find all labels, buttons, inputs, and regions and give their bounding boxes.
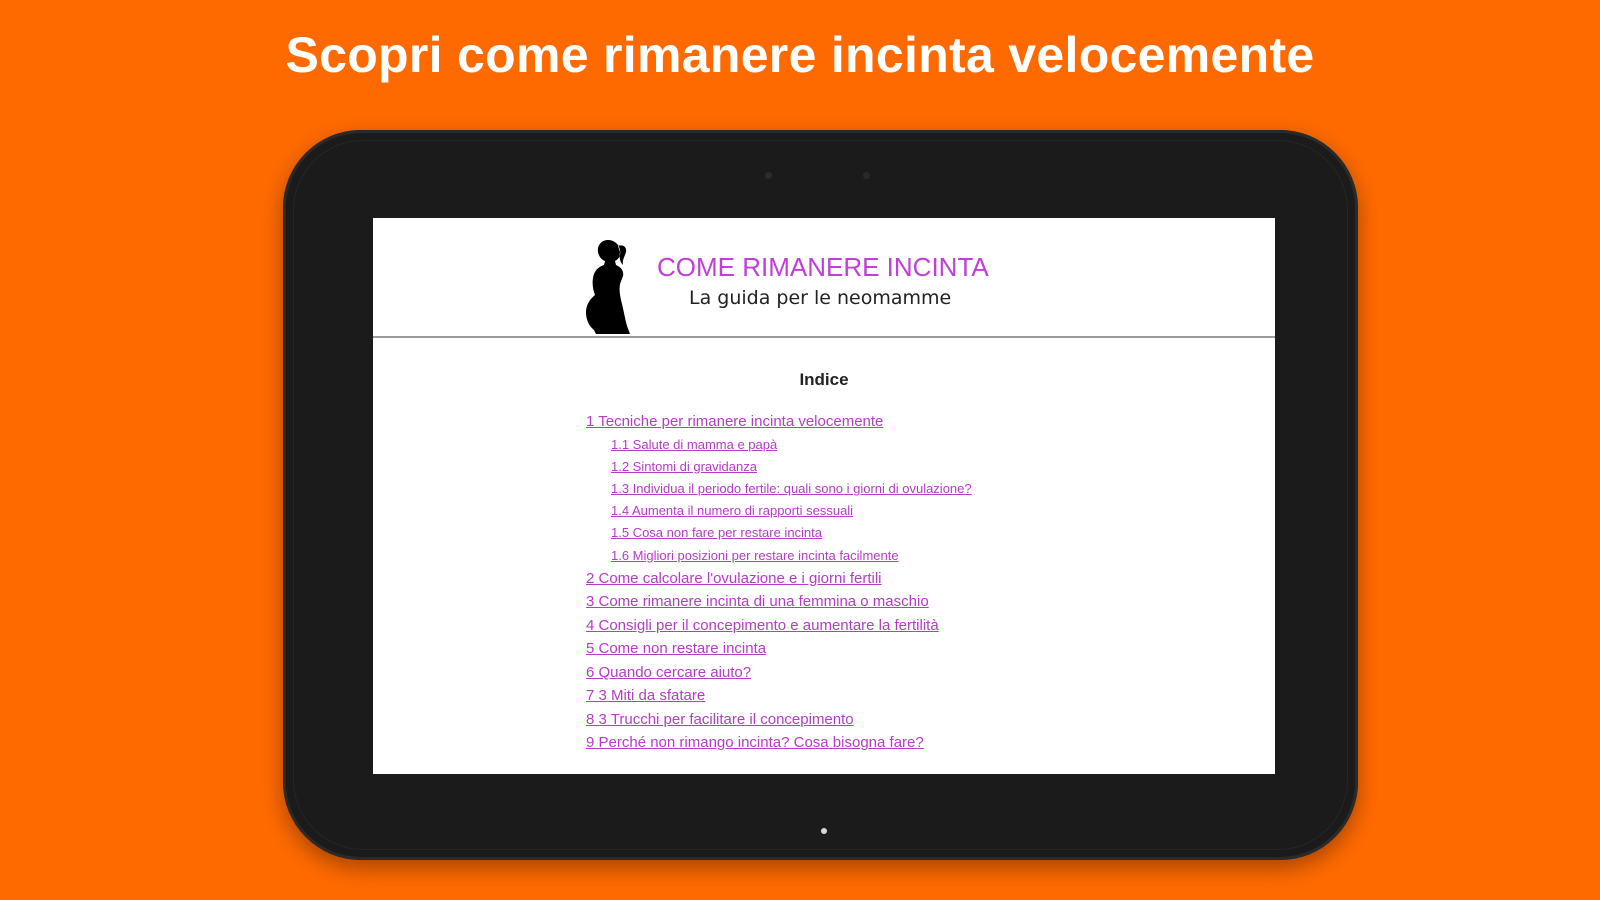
toc-item [586,614,972,638]
toc-link[interactable]: 8 3 Trucchi per facilitare il concepimento [586,710,854,728]
toc-item [586,708,972,732]
app-screen [373,218,1275,774]
toc-link[interactable]: 7 3 Miti da sfatare [586,687,706,705]
front-camera-icon [863,172,870,179]
toc-link[interactable]: 5 Come non restare incinta [586,640,767,658]
home-indicator-icon[interactable] [821,828,827,834]
table-of-contents [586,410,972,755]
toc-item [586,456,972,478]
toc-link[interactable]: 1.4 Aumenta il numero di rapporti sessuali [611,503,854,519]
toc-item [586,522,972,544]
toc-link[interactable]: 1.2 Sintomi di gravidanza [611,458,757,474]
toc-item [586,478,972,500]
toc-link[interactable]: 3 Come rimanere incinta di una femmina o maschio [586,593,929,611]
toc-item [586,661,972,685]
toc-link[interactable]: 2 Come calcolare l'ovulazione e i giorni fertili [586,569,882,587]
sensor-icon [765,172,772,179]
tablet-device [283,130,1358,860]
toc-link[interactable]: 1.3 Individua il periodo fertile: quali sono i giorni di ovulazione? [611,480,972,496]
toc-heading: Indice [799,370,849,389]
toc-item [586,410,972,434]
toc-item [586,684,972,708]
toc-link[interactable]: 1.5 Cosa non fare per restare incinta [611,525,823,541]
toc-item [586,434,972,456]
toc-item [586,500,972,522]
toc-link[interactable]: 1 Tecniche per rimanere incinta velocemente [586,413,884,430]
toc-link[interactable]: 4 Consigli per il concepimento e aumentare la fertilità [586,616,939,634]
toc-item [586,590,972,614]
app-subtitle: La guida per le neomamme [689,287,952,309]
toc-link[interactable]: 1.1 Salute di mamma e papà [611,436,778,452]
app-header [373,218,1275,338]
toc-item [586,731,972,755]
toc-link[interactable]: 6 Quando cercare aiuto? [586,663,752,681]
pregnant-woman-silhouette-icon [578,238,642,336]
promo-title: Scopri come rimanere incinta velocemente [285,27,1315,83]
toc-item [586,637,972,661]
app-title: COME RIMANERE INCINTA [657,252,989,282]
toc-link[interactable]: 9 Perché non rimango incinta? Cosa bisogna fare? [586,734,924,752]
toc-item [586,567,972,591]
toc-link[interactable]: 1.6 Migliori posizioni per restare incinta facilmente [611,547,899,563]
toc-item [586,545,972,567]
